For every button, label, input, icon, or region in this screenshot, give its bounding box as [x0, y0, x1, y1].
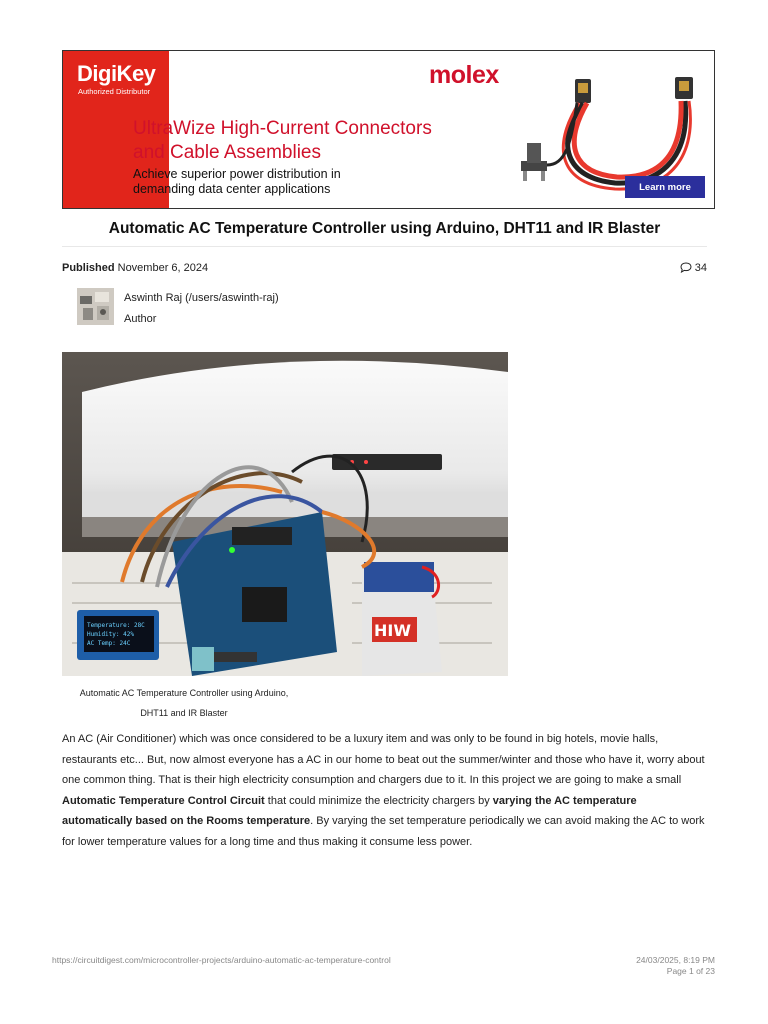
caption-line-1: Automatic AC Temperature Controller using Arduino,: [79, 688, 289, 698]
ad-banner[interactable]: [62, 50, 715, 209]
footer-datetime: 24/03/2025, 8:19 PM: [636, 955, 715, 965]
footer-page-number: Page 1 of 23: [666, 966, 715, 976]
learn-more-button[interactable]: Learn more: [625, 176, 705, 198]
photo-caption: [62, 683, 306, 723]
ad-subline: [133, 167, 393, 197]
footer-url: https://circuitdigest.com/microcontroller-projects/arduino-automatic-ac-temperature-control: [52, 955, 391, 965]
ad-headline: [133, 117, 513, 165]
caption-line-2: DHT11 and IR Blaster: [140, 708, 228, 718]
molex-logo: molex: [429, 61, 499, 89]
ad-subline-line-2: demanding data center applications: [133, 182, 331, 196]
avatar[interactable]: [77, 288, 114, 325]
published-label: Published: [62, 262, 115, 274]
body-text-2: that could minimize the electricity chargers by: [264, 794, 493, 807]
comments-link[interactable]: [680, 262, 707, 274]
author-role: Author: [124, 313, 157, 325]
author-avatar-image: [77, 288, 114, 325]
article-title: Automatic AC Temperature Controller using Arduino, DHT11 and IR Blaster: [108, 220, 661, 237]
author-name-link[interactable]: Aswinth Raj (/users/aswinth-raj): [124, 292, 279, 304]
article-body-paragraph: [62, 729, 707, 852]
ad-headline-line-2: and Cable Assemblies: [133, 142, 321, 163]
brand-name: DigiKey: [77, 61, 156, 86]
title-divider: [62, 246, 707, 247]
oled-line-3: AC Temp: 24C: [87, 640, 131, 647]
ad-headline-line-1: UltraWize High-Current Connectors: [133, 118, 432, 139]
brand-subtitle: Authorized Distributor: [78, 87, 151, 96]
arduino-ac-controller-image: [62, 352, 508, 676]
project-photo: [62, 352, 508, 676]
body-bold-1: Automatic Temperature Control Circuit: [62, 794, 265, 807]
oled-line-2: Humidity: 42%: [87, 631, 134, 638]
comments-count: 34: [694, 262, 707, 274]
body-text-1: An AC (Air Conditioner) which was once considered to be a luxury item and was only to be found in big hotels, movie halls, restaurants etc... But, now almost everyone has a AC in our home to beat out the summer/winter and those who have it, worry about one common thing. That is their high electricity consumption and chargers due to it. In this project we are going to make a small: [62, 733, 705, 786]
body-text-3: . By varying the set temperature periodically we can avoid making the AC to work for lower temperature values for a long time and thus making it consume less power.: [62, 815, 705, 848]
ad-subline-line-1: Achieve superior power distribution in: [133, 167, 341, 181]
body-bold-2: varying the AC temperature automatically based on the Rooms temperature: [62, 794, 637, 827]
article-meta: [62, 262, 707, 274]
comment-icon: [680, 262, 692, 273]
battery-label: HIW: [374, 621, 411, 640]
oled-line-1: Temperature: 28C: [87, 622, 145, 629]
footer-info: [636, 955, 715, 977]
published-date: November 6, 2024: [117, 262, 209, 274]
